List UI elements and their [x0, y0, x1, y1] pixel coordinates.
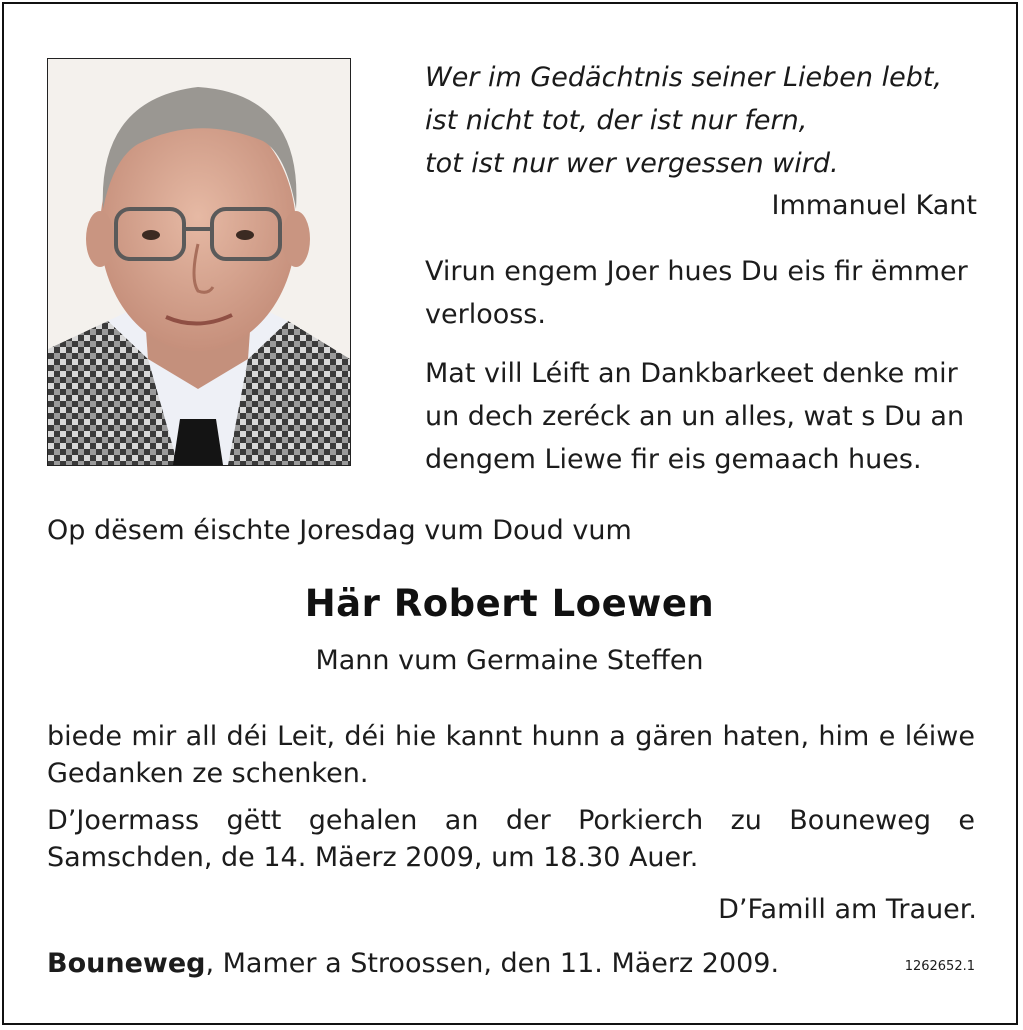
quote-author: Immanuel Kant [771, 190, 977, 221]
portrait-photo [47, 58, 351, 466]
footer-place-date [47, 944, 779, 984]
quote-line: ist nicht tot, der ist nur fern, [425, 105, 808, 136]
portrait-illustration [48, 59, 350, 465]
family-signature: D’Famill am Trauer. [718, 894, 977, 925]
quote-line: Wer im Gedächtnis seiner Lieben lebt, [425, 62, 943, 93]
deceased-name: Här Robert Loewen [304, 582, 715, 625]
paragraph-line: un dech zeréck an un alles, wat s Du an [425, 401, 965, 432]
paragraph-line: verlooss. [425, 299, 546, 330]
anniversary-intro: Op dësem éischte Joresdag vum Doud vum [47, 515, 632, 546]
request-paragraph [47, 718, 975, 792]
footer-date: , Mamer a Stroossen, den 11. Mäerz 2009. [205, 948, 780, 979]
paragraph-gratitude [425, 352, 977, 481]
body-line: biede mir all déi Leit, déi hie kannt hunn a gären haten, him e léiwe [47, 721, 975, 752]
paragraph-line: Mat vill Léift an Dankbarkeet denke mir [425, 358, 958, 389]
paragraph-line: dengem Liewe fir eis gemaach hues. [425, 444, 922, 475]
body-line: D’Joermass gëtt gehalen an der Porkierch zu Bouneweg e [47, 805, 975, 836]
paragraph-line: Virun engem Joer hues Du eis fir ëmmer [425, 256, 968, 287]
quote-line: tot ist nur wer vergessen wird. [425, 148, 839, 179]
mass-paragraph [47, 802, 975, 876]
paragraph-loss [425, 250, 977, 336]
kant-quote [425, 56, 985, 185]
body-line: Gedanken ze schenken. [47, 758, 369, 789]
footer-place: Bouneweg [47, 948, 206, 979]
reference-number: 1262652.1 [904, 959, 975, 974]
body-line: Samschden, de 14. Mäerz 2009, um 18.30 Auer. [47, 842, 699, 873]
deceased-relation: Mann vum Germaine Steffen [315, 645, 704, 676]
